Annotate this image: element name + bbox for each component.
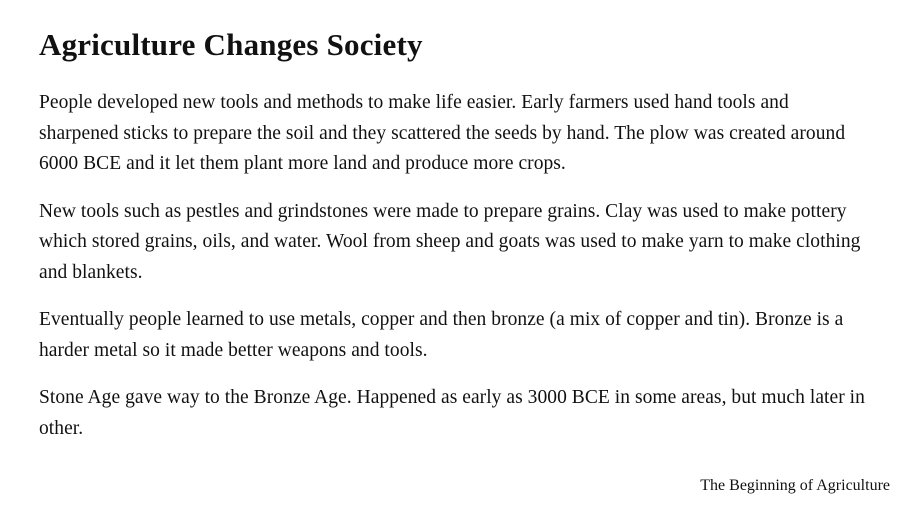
slide-title: Agriculture Changes Society (39, 27, 423, 62)
slide-footer: The Beginning of Agriculture (700, 477, 890, 494)
paragraph-metals: Eventually people learned to use metals, copper and then bronze (a mix of copper and tin). Bronze is a harder metal so it made better weapons and tools. (39, 309, 844, 361)
paragraph-new-tools: New tools such as pestles and grindstones were made to prepare grains. Clay was used to make pottery which stored grains, oils, and water. Wool from sheep and goats was used to make yarn to make clothing and blankets. (39, 200, 861, 283)
paragraph-tools-methods: People developed new tools and methods to make life easier. Early farmers used hand tools and sharpened sticks to prepare the soil and they scattered the seeds by hand. The plow was created around 6000 BCE and it let them plant more land and produce more crops. (39, 92, 846, 174)
slide-body (39, 88, 869, 461)
paragraph-bronze-age: Stone Age gave way to the Bronze Age. Happened as early as 3000 BCE in some areas, but much later in other. (39, 387, 865, 439)
